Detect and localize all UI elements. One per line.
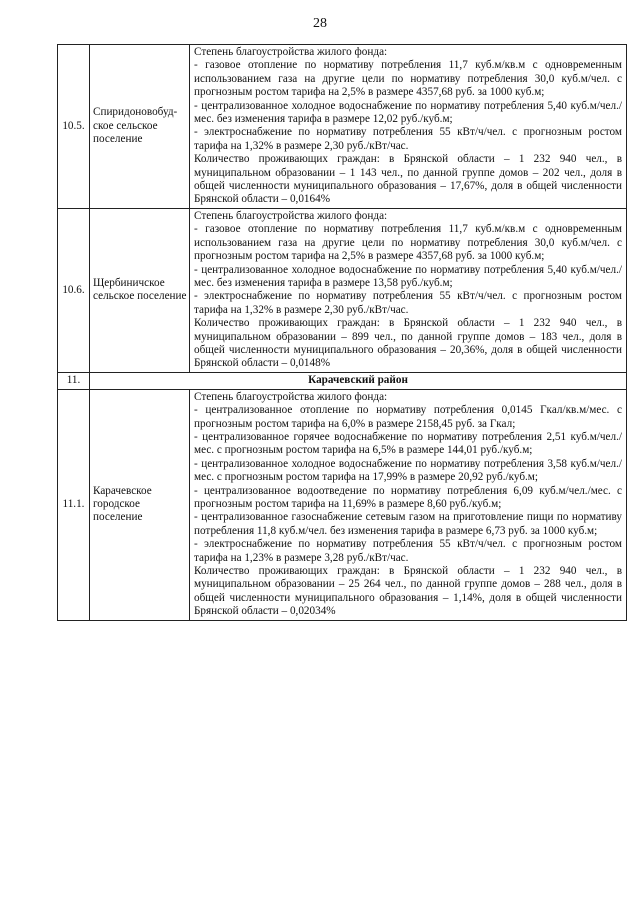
- tariff-table: [57, 44, 627, 621]
- description-line: - централизованное холодное водоснабжение по нормативу потребления 5,40 куб.м/чел./мес. без изменения тарифа в размере 12,02 руб./куб.м;: [194, 99, 622, 126]
- row-description: [190, 45, 627, 209]
- description-line: Количество проживающих граждан: в Брянской области – 1 232 940 чел., в муниципальном образовании – 899 чел., по данной группе домов – 183 чел., доля в общей численности муниципального образования – 20,36%, доля в общей численности Брянской области – 0,0148%: [194, 317, 622, 370]
- settlement-name: Щербиничское сельское поселение: [90, 208, 190, 372]
- description-line: - централизованное горячее водоснабжение по нормативу потребления 2,51 куб.м/чел./мес. с прогнозным ростом тарифа на 6,5% в размере 144,01 руб./куб.м;: [194, 430, 622, 457]
- description-line: Степень благоустройства жилого фонда:: [194, 209, 388, 222]
- settlement-name: Спиридоновобуд-ское сельское поселение: [90, 45, 190, 209]
- description-line: - централизованное отопление по нормативу потребления 0,0145 Гкал/кв.м/мес. с прогнозным ростом тарифа на 6,0% в размере 2158,45 руб. за Гкал;: [194, 404, 622, 430]
- description-line: Количество проживающих граждан: в Брянской области – 1 232 940 чел., в муниципальном образовании – 25 264 чел., по данной группе домов – 288 чел., доля в общей численности муниципального образования – 1,14%, доля в общей численности Брянской области – 0,02034%: [194, 565, 622, 618]
- row-description: [190, 208, 627, 372]
- section-title: Карачевский район: [90, 372, 627, 389]
- table-row: [58, 45, 627, 209]
- description-line: - электроснабжение по нормативу потребления 55 кВт/ч/чел. с прогнозным ростом тарифа на 1,23% в размере 3,28 руб./кВт/час.: [194, 538, 622, 564]
- section-row: [58, 372, 627, 389]
- description-line: Степень благоустройства жилого фонда:: [194, 46, 388, 58]
- table-row: [58, 389, 627, 620]
- section-number: 11.: [58, 372, 90, 389]
- description-line: Степень благоустройства жилого фонда:: [194, 390, 388, 403]
- settlement-name: Карачевское городское поселение: [90, 389, 190, 620]
- row-number: 10.6.: [58, 208, 90, 372]
- description-line: - газовое отопление по нормативу потребления 11,7 куб.м/кв.м с одновременным использованием газа на другие цели по нормативу потребления 30,0 куб.м/чел. с прогнозным ростом тарифа на 2,5% в размере 4357,68 руб. за 1000 куб.м;: [194, 223, 622, 263]
- description-line: - централизованное газоснабжение сетевым газом на приготовление пищи по нормативу потребления 11,8 куб.м/чел. без изменения тарифа в размере 6,73 руб. за 1000 куб.м;: [194, 511, 622, 537]
- description-line: - электроснабжение по нормативу потребления 55 кВт/ч/чел. с прогнозным ростом тарифа на 1,32% в размере 2,30 руб./кВт/час.: [194, 126, 622, 152]
- row-number: 11.1.: [58, 389, 90, 620]
- table-row: [58, 208, 627, 372]
- description-line: Количество проживающих граждан: в Брянской области – 1 232 940 чел., в муниципальном образовании – 1 143 чел., по данной группе домов – 202 чел., доля в общей численности муниципального образования – 17,67%, доля в общей численности Брянской области – 0,0164%: [194, 153, 622, 206]
- description-line: - централизованное водоотведение по нормативу потребления 6,09 куб.м/чел./мес. с прогнозным ростом тарифа на 11,69% в размере 8,60 руб./куб.м;: [194, 484, 622, 510]
- row-number: 10.5.: [58, 45, 90, 209]
- row-description: [190, 389, 627, 620]
- description-line: - газовое отопление по нормативу потребления 11,7 куб.м/кв.м с одновременным использованием газа на другие цели по нормативу потребления 30,0 куб.м/чел. с прогнозным ростом тарифа на 2,5% в размере 4357,68 руб. за 1000 куб.м;: [194, 59, 622, 99]
- page-number: 28: [313, 16, 327, 31]
- description-line: - централизованное холодное водоснабжение по нормативу потребления 3,58 куб.м/чел./мес. с прогнозным ростом тарифа на 17,99% в размере 20,92 руб./куб.м;: [194, 457, 622, 484]
- description-line: - электроснабжение по нормативу потребления 55 кВт/ч/чел. с прогнозным ростом тарифа на 1,32% в размере 2,30 руб./кВт/час.: [194, 290, 622, 316]
- description-line: - централизованное холодное водоснабжение по нормативу потребления 5,40 куб.м/чел./мес. без изменения тарифа в размере 13,58 руб./куб.м;: [194, 263, 622, 289]
